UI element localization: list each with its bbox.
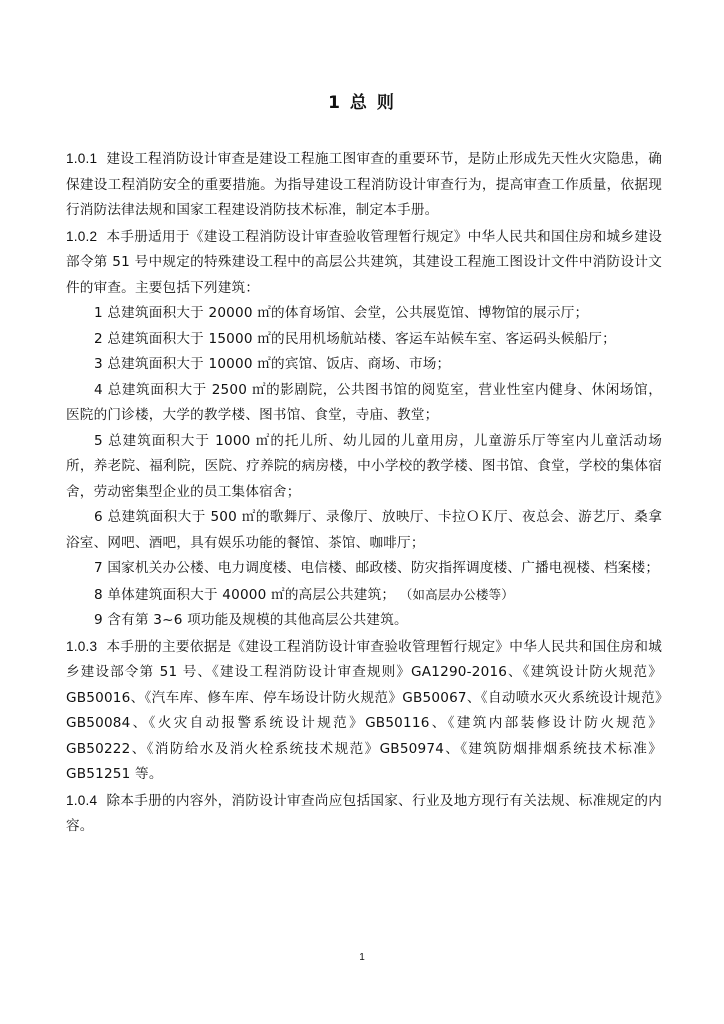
clause-1-0-4 <box>66 788 662 840</box>
clause-number: 1.0.1 <box>66 151 98 166</box>
clause-number: 1.0.3 <box>66 638 98 654</box>
page-title: 1 总 则 <box>328 93 396 113</box>
clause-1-0-3 <box>66 634 662 788</box>
clause-text: 建设工程消防设计审查是建设工程施工图审查的重要环节，是防止形成先天性火灾隐患，确保建设工程消防安全的重要措施。为指导建设工程消防设计审查行为，提高审查工作质量，依据现行消防法律法规和国家工程建设消防技术标准，制定本手册。 <box>66 151 663 218</box>
list-item-number: 4 <box>94 381 103 398</box>
list-item-number: 3 <box>94 356 103 372</box>
page-number: 1 <box>359 952 365 963</box>
clause-text: 除本手册的内容外，消防设计审查尚应包括国家、行业及地方现行有关法规、标准规定的内容。 <box>66 792 663 834</box>
list-item-number: 5 <box>94 432 103 449</box>
clause-number: 1.0.4 <box>66 792 98 808</box>
list-item <box>66 301 662 327</box>
clause-number: 1.0.2 <box>66 228 98 244</box>
list-item-number: 7 <box>94 560 103 576</box>
list-item-text: 总建筑面积大于 500 ㎡的歌舞厅、录像厅、放映厅、卡拉ＯＫ厅、夜总会、游艺厅、桑拿浴室、网吧、酒吧，具有娱乐功能的餐馆、茶馆、咖啡厅； <box>66 509 662 551</box>
list-item-text: 总建筑面积大于 1000 ㎡的托儿所、幼儿园的儿童用房，儿童游乐厅等室内儿童活动场所，养老院、福利院，医院、疗养院的病房楼，中小学校的教学楼、图书馆、食堂，学校的集体宿舍，劳动密集型企业的员工集体宿舍； <box>66 432 662 500</box>
list-item-text: 总建筑面积大于 10000 ㎡的宾馆、饭店、商场、市场； <box>107 356 451 372</box>
list-item-text: 总建筑面积大于 2500 ㎡的影剧院，公共图书馆的阅览室，营业性室内健身、休闲场馆，医院的门诊楼，大学的教学楼、图书馆、食堂，寺庙、教堂； <box>66 381 662 423</box>
list-item <box>66 327 662 353</box>
document-body <box>66 146 662 840</box>
list-item-text: 国家机关办公楼、电力调度楼、电信楼、邮政楼、防灾指挥调度楼、广播电视楼、档案楼； <box>107 560 660 576</box>
list-item <box>66 608 662 634</box>
list-item <box>66 352 662 378</box>
list-item <box>66 556 662 582</box>
clause-text: 本手册适用于《建设工程消防设计审查验收管理暂行规定》中华人民共和国住房和城乡建设部令第 51 号中规定的特殊建设工程中的高层公共建筑，其建设工程施工图设计文件中消防设计文件的审查。主要包括下列建筑： <box>66 228 663 296</box>
list-item-text: 单体建筑面积大于 40000 ㎡的高层公共建筑； <box>107 586 396 603</box>
list-item-number: 6 <box>94 509 103 525</box>
list-item <box>66 505 662 556</box>
list-item-number: 9 <box>94 612 103 628</box>
list-item-text: 含有第 3~6 项功能及规模的其他高层公共建筑。 <box>107 612 408 628</box>
clause-1-0-2 <box>66 224 662 302</box>
list-item-number: 8 <box>94 586 103 603</box>
list-item <box>66 582 662 609</box>
clause-text: 本手册的主要依据是《建设工程消防设计审查验收管理暂行规定》中华人民共和国住房和城乡建设部令第 51 号、《建设工程消防设计审查规则》GA1290-2016、《建筑设计防火规范》GB50016、《汽车库、修车库、停车场设计防火规范》GB50067、《自动喷水灭火系统设计规范》GB50084、《火灾自动报警系统设计规范》GB50116、《建筑内部装修设计防火规范》GB50222、《消防给水及消火栓系统技术规范》GB50974、《建筑防烟排烟系统技术标准》GB51251 等。 <box>66 638 663 782</box>
list-item <box>66 429 662 506</box>
list-item-text: 总建筑面积大于 20000 ㎡的体育场馆、会堂，公共展览馆、博物馆的展示厅； <box>107 305 589 321</box>
clause-1-0-1 <box>66 146 662 224</box>
list-item <box>66 378 662 429</box>
list-item-number: 2 <box>94 330 103 347</box>
list-item-number: 1 <box>94 305 103 321</box>
list-item-text: 总建筑面积大于 15000 ㎡的民用机场航站楼、客运车站候车室、客运码头候船厅； <box>107 330 616 347</box>
list-item-note: （如高层办公楼等） <box>399 586 515 602</box>
